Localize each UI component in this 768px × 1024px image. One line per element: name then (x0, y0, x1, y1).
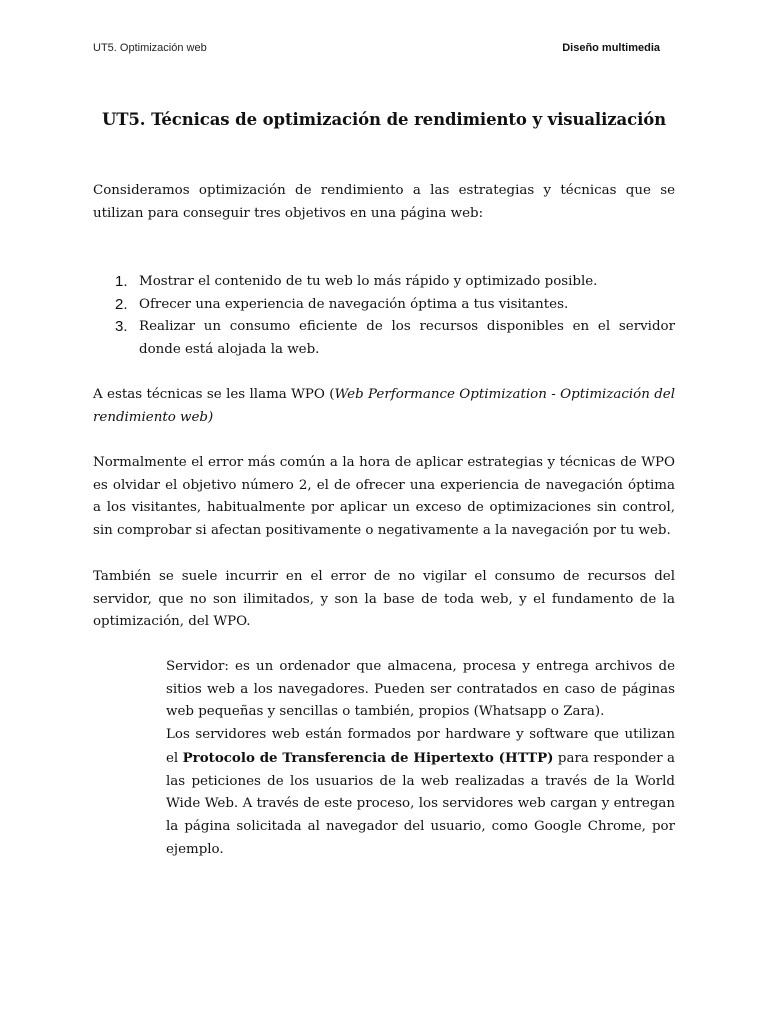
list-item-text: Mostrar el contenido de tu web lo más rápido y optimizado posible. (139, 274, 598, 289)
wpo-paragraph (93, 384, 675, 429)
server-definition: Servidor: es un ordenador que almacena, procesa y entrega archivos de sitios web a los navegadores. Pueden ser contratados en caso de páginas web pequeñas y sencillas o también, propios (Whatsapp o Zara). (166, 659, 675, 720)
wpo-italic-definition: Web Performance Optimization - Optimización del rendimiento web) (93, 387, 675, 425)
list-number: 3. (115, 318, 128, 336)
error-text: Normalmente el error más común a la hora de aplicar estrategias y técnicas de WPO es olvidar el objetivo número 2, el de ofrecer una experiencia de navegación óptima a los visitantes, habitualmente por aplicar un exceso de optimizaciones sin control, sin comprobar si afectan positivamente o negativamente a la navegación por tu web. (93, 455, 675, 539)
http-protocol-term: Protocolo de Transferencia de Hipertexto (HTTP) (182, 749, 554, 766)
web-servers-suffix: para responder a las peticiones de los usuarios de la web realizadas a través de la World Wide Web. A través de este proceso, los servidores web cargan y entregan la página solicitada al navegador del usuario, como Google Chrome, por ejemplo. (166, 750, 675, 857)
header-course-name: Diseño multimedia (562, 42, 660, 54)
header-unit-title: UT5. Optimización web (93, 42, 207, 54)
list-item (93, 271, 675, 294)
resources-text: También se suele incurrir en el error de no vigilar el consumo de recursos del servidor, que no son ilimitados, y son la base de toda web, y el fundamento de la optimización, del WPO. (93, 569, 675, 630)
web-servers-paragraph (166, 724, 675, 861)
intro-text: Consideramos optimización de rendimiento a las estrategias y técnicas que se utilizan para conseguir tres objetivos en una página web: (93, 183, 675, 221)
page-title: UT5. Técnicas de optimización de rendimiento y visualización (101, 110, 667, 129)
list-item (93, 294, 675, 317)
intro-paragraph (93, 180, 675, 225)
list-number: 2. (115, 295, 128, 313)
server-note (166, 656, 675, 861)
list-item-text: Realizar un consumo eficiente de los recursos disponibles en el servidor donde está alojada la web. (139, 319, 675, 358)
list-item-text: Ofrecer una experiencia de navegación óptima a tus visitantes. (139, 296, 569, 312)
wpo-prefix: A estas técnicas se les llama WPO ( (93, 387, 335, 402)
objectives-list (93, 271, 675, 362)
list-item (93, 316, 675, 361)
resources-paragraph (93, 566, 675, 634)
error-paragraph (93, 452, 675, 543)
list-number: 1. (115, 273, 128, 290)
web-servers-prefix: Los servidores web están formados por hardware y software que utilizan el (166, 727, 675, 766)
